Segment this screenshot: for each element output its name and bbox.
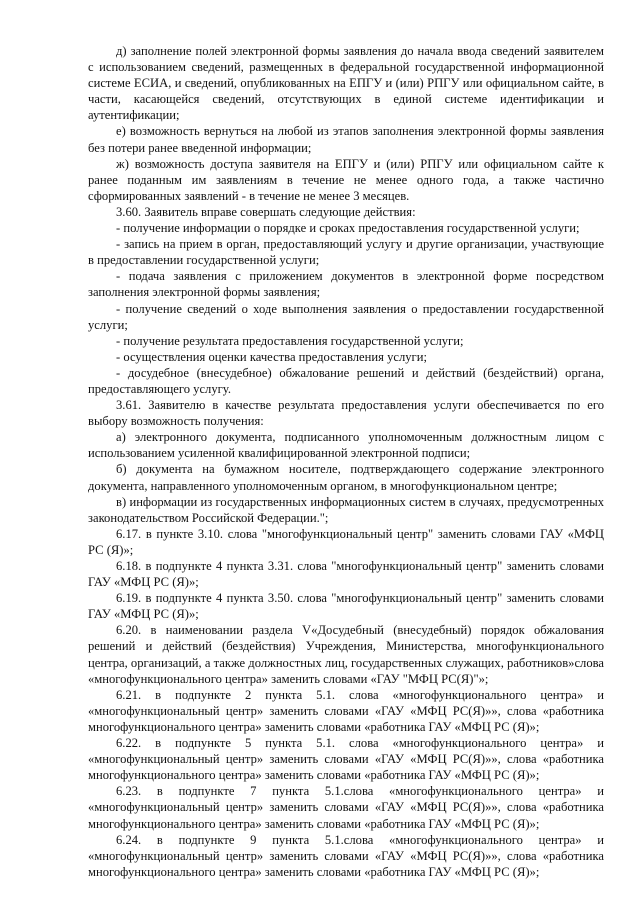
- paragraph-6-23: 6.23. в подпункте 7 пункта 5.1.слова «многофункционального центра» и «многофункциональный центр» заменить словами «ГАУ «МФЦ РС(Я)»», слова «работника многофункционального центра» заменить словами «работника ГАУ «МФЦ РС (Я)»;: [88, 784, 604, 831]
- paragraph-3-60: 3.60. Заявитель вправе совершать следующие действия:: [116, 204, 416, 219]
- document-body: [88, 43, 604, 880]
- paragraph-item-v: в) информации из государственных информационных систем в случаях, предусмотренных законодательством Российской Федерации.";: [88, 494, 604, 525]
- paragraph-item-a: а) электронного документа, подписанного уполномоченным должностным лицом с использованием усиленной квалифицированной электронной подписи;: [88, 430, 604, 461]
- list-item-info: - получение информации о порядке и сроках предоставления государственной услуги;: [116, 221, 580, 236]
- list-item-quality: - осуществления оценки качества предоставления услуги;: [116, 349, 427, 364]
- paragraph-6-19: 6.19. в подпункте 4 пункта 3.50. слова "многофункциональный центр" заменить словами ГАУ «МФЦ РС (Я)»;: [88, 591, 604, 622]
- list-item-appeal: - досудебное (внесудебное) обжалование решений и действий (бездействий) органа, предоставляющего услугу.: [88, 365, 604, 396]
- paragraph-6-20: 6.20. в наименовании раздела V«Досудебный (внесудебный) порядок обжалования решений и действий (бездействия) Учреждения, Министерства, многофункционального центра, организаций, а также должностных лиц, государственных служащих, работников»слова «многофункционального центра» заменить словами «ГАУ "МФЦ РС(Я)"»;: [88, 623, 604, 686]
- paragraph-item-e: е) возможность вернуться на любой из этапов заполнения электронной формы заявления без потери ранее введенной информации;: [88, 124, 604, 155]
- list-item-appointment: - запись на прием в орган, предоставляющий услугу и другие организации, участвующие в предоставлении государственной услуги;: [88, 237, 604, 268]
- list-item-result: - получение результата предоставления государственной услуги;: [116, 333, 464, 348]
- paragraph-item-b: б) документа на бумажном носителе, подтверждающего содержание электронного документа, направленного уполномоченным органом, в многофункциональном центре;: [88, 462, 604, 493]
- list-item-submission: - подача заявления с приложением документов в электронной форме посредством заполнения электронной формы заявления;: [88, 269, 604, 300]
- list-item-status: - получение сведений о ходе выполнения заявления о предоставлении государственной услуги;: [88, 301, 604, 332]
- paragraph-item-zh: ж) возможность доступа заявителя на ЕПГУ и (или) РПГУ или официальном сайте к ранее поданным им заявлениям в течение не менее одного года, а также частично сформированных заявлений - в течение не менее 3 месяцев.: [88, 156, 604, 203]
- paragraph-item-d: д) заполнение полей электронной формы заявления до начала ввода сведений заявителем с использованием сведений, размещенных в федеральной государственной информационной системе ЕСИА, и сведений, опубликованных на ЕПГУ и (или) РПГУ или официальном сайте, в части, касающейся сведений, отсутствующих в единой системе идентификации и аутентификации;: [88, 44, 604, 123]
- paragraph-6-17: 6.17. в пункте 3.10. слова "многофункциональный центр" заменить словами ГАУ «МФЦ РС (Я)»;: [88, 526, 604, 557]
- paragraph-6-18: 6.18. в подпункте 4 пункта 3.31. слова "многофункциональный центр" заменить словами ГАУ «МФЦ РС (Я)»;: [88, 559, 604, 590]
- paragraph-6-21: 6.21. в подпункте 2 пункта 5.1. слова «многофункционального центра» и «многофункциональный центр» заменить словами «ГАУ «МФЦ РС(Я)»», слова «работника многофункционального центра» заменить словами «работника ГАУ «МФЦ РС (Я)»;: [88, 687, 604, 734]
- paragraph-6-22: 6.22. в подпункте 5 пункта 5.1. слова «многофункционального центра» и «многофункциональный центр» заменить словами «ГАУ «МФЦ РС(Я)»», слова «работника многофункционального центра» заменить словами «работника ГАУ «МФЦ РС (Я)»;: [88, 736, 604, 783]
- paragraph-6-24: 6.24. в подпункте 9 пункта 5.1.слова «многофункционального центра» и «многофункциональный центр» заменить словами «ГАУ «МФЦ РС(Я)»», слова «работника многофункционального центра» заменить словами «работника ГАУ «МФЦ РС (Я)»;: [88, 832, 604, 879]
- paragraph-3-61: 3.61. Заявителю в качестве результата предоставления услуги обеспечивается по его выбору возможность получения:: [88, 398, 604, 429]
